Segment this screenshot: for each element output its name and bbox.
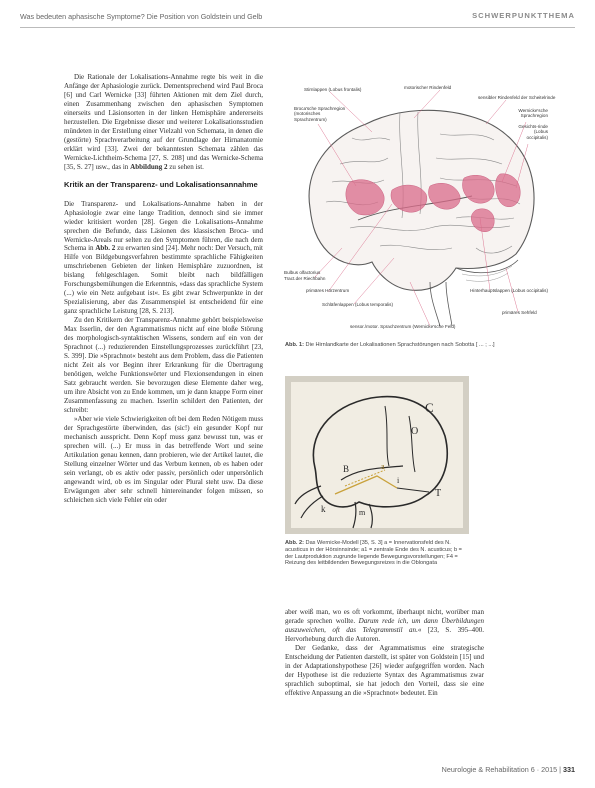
label-speech-center: sensor./motor. Sprachzentrum (Wernicke'sche Feld): [350, 324, 456, 329]
paragraph-2: [64, 200, 263, 317]
figure-reference-link-2[interactable]: Abb. 2: [95, 244, 116, 253]
label-olfactory-tract: Tract.der Riechbahn: [284, 276, 326, 281]
figure-1-caption-label: Abb. 1:: [285, 342, 304, 348]
page-number: 331: [563, 765, 575, 774]
paragraph-1-end: zu sehen ist.: [169, 162, 204, 171]
label-sensory-cortex: sensibler Rindenfeld der Scheitelrinde: [478, 95, 556, 100]
wernicke-sketch: [285, 376, 469, 534]
figure-reference-link[interactable]: Abbildung 2: [130, 162, 168, 171]
label-broca-region: Broca'sche Sprachregion (motorisches Sprachzentrum): [294, 106, 346, 122]
label-auditory-center: primäres Hörzentrum: [306, 288, 350, 293]
label-frontal-lobe: Stirnlappen (Lobus frontalis): [304, 87, 362, 92]
label-i: i: [397, 476, 400, 485]
paragraph-5a: aber weiß man, wo es oft vorkommt, überhaupt nicht, worüber man gerade sprechen wollte.: [285, 608, 484, 625]
label-a: a: [381, 462, 385, 471]
label-c: C: [425, 400, 434, 415]
paragraph-2b: zu erwarten sind [24]. Mehr noch: Der Versuch, mit Hilfe von Bildgebungsverfahren bestimmte sprachliche Fähigkeiten umschriebenen Gebieten der linken Hemisphäre zuzuordnen, ist bislang fehlgeschlagen. Somit bleibt nach bildfälligen Forschungsbemühungen die Erkenntnis, »dass das sprachliche System (...) wie ein Netz aufgebaut ist«. Es gibt zwar Schwerpunkte in der Spezialisierung, aber das Zusammenspiel ist entscheidend für eine ganz sprachliche Leistung [28, S. 213].: [64, 244, 264, 316]
footer: [442, 765, 575, 774]
label-m: m: [359, 508, 366, 517]
paragraph-1: [64, 73, 263, 172]
figure-1-caption-text: Die Hirnlandkarte der Lokalisationen Sprachstörungen nach Sobotta [ ... ; ...]: [305, 342, 495, 348]
paragraph-2a: Die Transparenz- und Lokalisations-Annahme haben in der Aphasiologie zwar eine lange Tradition, dennoch sind sie immer wieder kritisiert worden [28]. Gegen die Lokalisations-Annahme sprechen die Befunde, dass Läsionen des klassischen Broca- und Wernicke-Areals nur selten zu den Symptomen führen, die nach dem Schema in: [64, 199, 263, 253]
figure-2-caption-text: Das Wernicke-Modell [35, S. 3] a = Innervationsfeld des N. acusticus in der Hörsinnsinde; a1 = zentrale Ende des N. acusticus; b = der Lautproduktion zugrunde liegende Bewegungsvorstellungen; F4 = Reizung des leitbildenden Bewegungsreizes in die Oblongata: [285, 540, 462, 567]
section-heading: Kritik an der Transparenz- und Lokalisationsannahme: [64, 179, 258, 189]
label-olfactory-bulb: Bulbus olfactorius: [284, 270, 321, 275]
left-column: [64, 73, 263, 505]
section-title: SCHWERPUNKTTHEMA: [472, 11, 575, 20]
label-occipital-lobe: Hinterhauptslappen (Lobus occipitalis): [470, 288, 548, 293]
running-header: Was bedeuten aphasische Symptome? Die Position von Goldstein und Gelb: [20, 12, 263, 21]
paragraph-4: »Aber wie viele Schwierigkeiten oft bei dem Reden Nötigem muss der Sprachgestörte überwinden, das (sic!) ein gesunder Kopf nur mechanisch ausspricht. Denn Kopf muss ganz bewusst tun, was er sprechen will. (...) Er muss in das betreffende Wort und seine Artikulation genau kennen, dann probieren, wie der Artikel lautet, die Stellung einzelner Wörter und das Verbum kennen, ob es haben oder sein verlangt, ob es aktiv oder passiv, persönlich oder unpersönlich angewandt wird, ob es im Singular oder Plural steht usw. Da diese Erwägungen aber sehr schnell hintereinander folgen müssen, so schleichen sich viele Fehler ein oder: [64, 414, 263, 504]
label-o: O: [411, 426, 419, 437]
paragraph-5: [285, 608, 484, 644]
label-visual-cortex: Gesichts-rinde (Lobus occipitalis): [518, 124, 548, 140]
paragraph-1-text: Die Rationale der Lokalisations-Annahme regte bis weit in die Anfänge der Aphasiologie zurück. Dementsprechend wird Paul Broca [6] und Carl Wernicke [33] führten Aktionen mit dem Ziel durch, einen Zusammenhang zwischen den aphasischen Symptomen einerseits und Läsionsorten in der linken Hemisphäre andererseits herzustellen. Die Ergebnisse dieser und weiterer Lokalisationsstudien mündeten in der Erstellung einer Vielzahl von Schemata, in denen die (gestörte) Sprachverarbeitung auf der Grundlage der Hirnanatomie erklärt wird [33]. Zwei der bekanntesten Schemata zählen das Wernicke-Lichtheim-Schema [27, S. 208] und das Wernicke-Schema [35, S. 27] usw., das in: [64, 73, 263, 171]
figure-1-caption: [285, 342, 547, 348]
label-wernicke-region: Wernicke'sche Sprachregion: [518, 108, 548, 119]
paragraph-3: Zu den Kritikern der Transparenz-Annahme gehört beispielsweise Max Isserlin, der den Agrammatismus nicht auf eine bloße Störung des morphologisch-syntaktischen Wissens, sondern auf ein von der Sprachnot (...) reduzierenden Einstellungsprozesses zurückführt [23, S. 399]. Die »Sprachnot« besteht aus dem Problem, dass die Patienten nicht Zeit als vor Beginn ihrer Erkrankung für die Übertragung benötigen, welche Funktionswörter und Flexionsendungen in einen Satz gebraucht werden. Sie bevorzugen diese Elemente daher weg, um ihre Absicht von zu Ende kommen, um je dann knappe Form einer Zusammenfassung zu machen. Isserlin schildert den Patienten, der schreibt:: [64, 316, 263, 414]
header-rule: [20, 27, 575, 28]
figure-2-caption-label: Abb. 2:: [285, 540, 304, 546]
label-motor-cortex: motorischer Rindenfeld: [404, 85, 452, 90]
figure-brain-lateral: [280, 78, 556, 340]
label-b: B: [343, 464, 350, 474]
right-column: [285, 608, 484, 698]
paragraph-6: Der Gedanke, dass der Agrammatismus eine strategische Entscheidung der Patienten darstellt, ist später von Goldstein [15] und in der Adaptationshypothese [26] wieder aufgegriffen worden. Nach der Hypothese ist die reduzierte Syntax des Agrammatismus zwar sprachlich suboptimal, sie hat jedoch den Vorteil, dass sie eine effektive Anpassung an die »Sprachnot« bedeutet. Ein: [285, 643, 484, 697]
label-t: T: [435, 488, 442, 499]
label-temporal-lobe: Schläfenlappen (Lobus temporalis): [322, 302, 393, 307]
footer-journal: Neurologie & Rehabilitation 6 · 2015 |: [441, 765, 561, 774]
label-primary-visual: primäres Sehfeld: [502, 310, 537, 315]
paragraph-5-quote: Darum rede ich, um dann Überbildungen auszuweichen, oft das Telegrammstil an.: [285, 616, 485, 634]
figure-wernicke-model: [285, 376, 469, 534]
paragraph-5b: « [23, S. 395–400. Hervorhebung durch die Autoren.: [285, 625, 484, 643]
figure-2-caption: [285, 540, 469, 567]
label-k: k: [321, 504, 326, 514]
